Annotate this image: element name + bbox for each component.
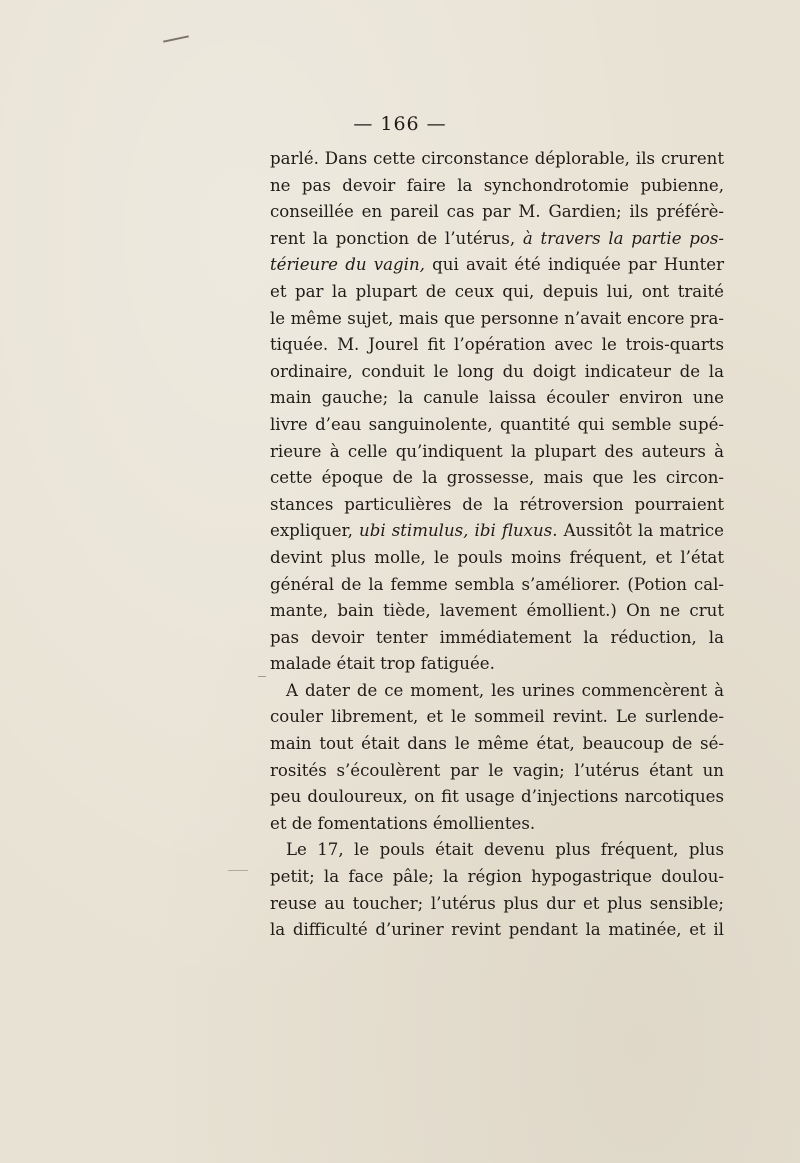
text-line xyxy=(270,359,724,386)
text-line xyxy=(270,306,724,333)
text-line xyxy=(270,332,724,359)
text-segment: peu douloureux, on fit usage d’injections narcotiques xyxy=(270,787,724,807)
text-line xyxy=(270,758,724,785)
text-line xyxy=(270,572,724,599)
text-segment: stances particulières de la rétroversion pourraient xyxy=(270,494,724,514)
body-text xyxy=(270,146,724,944)
text-line xyxy=(270,625,724,652)
text-line xyxy=(270,492,724,519)
text-segment: Le 17, le pouls était devenu plus fréquent, plus xyxy=(286,840,724,860)
text-line xyxy=(270,385,724,412)
text-segment: général de la femme sembla s’améliorer. (Potion cal- xyxy=(270,574,724,594)
text-line xyxy=(270,784,724,811)
italic-text: ubi stimulus, ibi fluxus xyxy=(359,521,553,541)
text-line xyxy=(270,837,724,864)
text-segment: la difficulté d’uriner revint pendant la matinée, et il xyxy=(270,920,724,940)
text-segment: rieure à celle qu’indiquent la plupart des auteurs à xyxy=(270,441,724,461)
text-line xyxy=(270,279,724,306)
text-line xyxy=(270,651,724,678)
text-line xyxy=(270,226,724,253)
text-segment: pas devoir tenter immédiatement la réduction, la xyxy=(270,627,724,647)
text-segment: et de fomentations émollientes. xyxy=(270,813,536,833)
page-number: — 166 — xyxy=(353,113,447,135)
text-line xyxy=(270,465,724,492)
ink-mark xyxy=(258,676,266,677)
text-segment: qui avait été indiquée par Hunter xyxy=(424,255,724,275)
text-segment: . Aussitôt la matrice xyxy=(552,521,724,541)
ink-mark xyxy=(163,35,189,42)
text-line xyxy=(270,545,724,572)
text-segment: rent la ponction de l’utérus, xyxy=(270,228,523,248)
text-segment: rosités s’écoulèrent par le vagin; l’utérus étant un xyxy=(270,760,724,780)
text-segment: petit; la face pâle; la région hypogastrique doulou- xyxy=(270,867,724,887)
text-line xyxy=(270,252,724,279)
text-segment: parlé. Dans cette circonstance déplorable, ils crurent xyxy=(270,149,724,168)
text-line xyxy=(270,891,724,918)
text-segment: ordinaire, conduit le long du doigt indicateur de la xyxy=(270,361,724,381)
text-line xyxy=(270,678,724,705)
text-line xyxy=(270,439,724,466)
text-segment: conseillée en pareil cas par M. Gardien; ils préférè- xyxy=(270,202,724,222)
text-segment: main tout était dans le même état, beaucoup de sé- xyxy=(270,734,724,754)
text-segment: tiquée. M. Jourel fit l’opération avec le trois-quarts xyxy=(270,335,724,355)
text-line xyxy=(270,598,724,625)
text-segment: mante, bain tiède, lavement émollient.) On ne crut xyxy=(270,601,724,621)
text-line xyxy=(270,199,724,226)
ink-mark xyxy=(228,870,248,871)
text-segment: reuse au toucher; l’utérus plus dur et plus sensible; xyxy=(270,893,724,913)
text-line xyxy=(270,412,724,439)
italic-text: à travers la partie pos- xyxy=(522,228,724,248)
text-line xyxy=(270,173,724,200)
text-line xyxy=(270,917,724,944)
italic-text: térieure du vagin, xyxy=(270,255,425,275)
text-segment: livre d’eau sanguinolente, quantité qui semble supé- xyxy=(270,414,724,434)
text-segment: cette époque de la grossesse, mais que les circon- xyxy=(270,468,724,488)
text-segment: A dater de ce moment, les urines commencèrent à xyxy=(286,680,724,700)
text-segment: couler librement, et le sommeil revint. Le surlende- xyxy=(270,707,724,727)
text-line xyxy=(270,704,724,731)
text-line xyxy=(270,518,724,545)
text-segment: ne pas devoir faire la synchondrotomie pubienne, xyxy=(270,175,724,195)
text-line xyxy=(270,864,724,891)
text-line xyxy=(270,146,724,173)
text-line xyxy=(270,811,724,838)
text-segment: devint plus molle, le pouls moins fréquent, et l’état xyxy=(270,547,724,567)
text-segment: main gauche; la canule laissa écouler environ une xyxy=(270,388,724,408)
text-segment: expliquer, xyxy=(270,521,360,541)
text-line xyxy=(270,731,724,758)
text-segment: malade était trop fatiguée. xyxy=(270,654,495,674)
text-segment: et par la plupart de ceux qui, depuis lui, ont traité xyxy=(270,281,724,301)
text-segment: le même sujet, mais que personne n’avait encore pra- xyxy=(270,308,724,328)
